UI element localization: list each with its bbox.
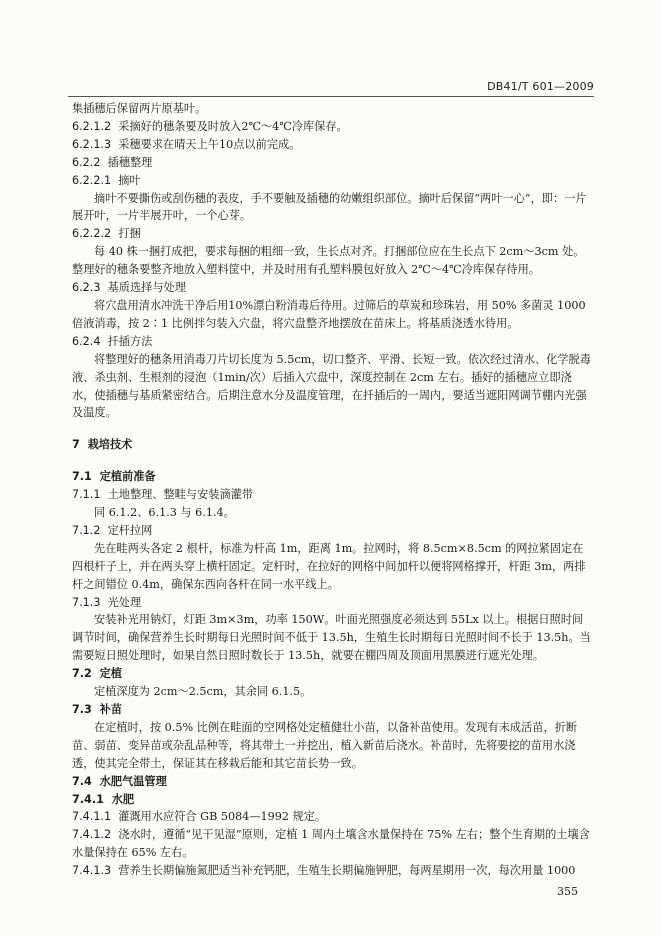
numbered-paragraph (72, 826, 594, 862)
page-number: 355 (557, 885, 578, 898)
paragraph (72, 351, 594, 423)
clause-number: 7.1.3 (72, 595, 101, 609)
clause-number: 7.1 (72, 470, 92, 484)
standard-code: DB41/T 601—2009 (487, 80, 594, 93)
clause-number: 6.2.2 (72, 155, 101, 169)
section-heading (72, 791, 594, 809)
clause-line (72, 594, 594, 612)
clause-text: 水肥气温管理 (99, 774, 167, 788)
clause-number: 7.4.1 (72, 792, 104, 806)
clause-number: 7.1.2 (72, 523, 101, 537)
clause-text: 土地整理、整畦与安装滴灌带 (107, 488, 254, 502)
clause-text: 插穗整理 (107, 155, 153, 169)
section-heading (72, 665, 594, 683)
clause-line (72, 279, 594, 297)
clause-number: 6.2.1.2 (72, 119, 112, 133)
clause-text: 同 6.1.2、6.1.3 与 6.1.4。 (94, 506, 235, 520)
clause-number: 6.2.3 (72, 281, 101, 295)
clause-number: 6.2.4 (72, 334, 101, 348)
clause-text: 将整理好的穗条用消毒刀片切长度为 5.5cm，切口整齐、平滑、长短一致。依次经过清水、化学脱毒液、杀虫剂、生根剂的浸泡（1min/次）后插入穴盘中，深度控制在 2cm 左右。插好的插穗应立即浇水，使插穗与基质紧密结合。后期注意水分及温度管理，在扦插后的一周内，要适当遮阳网调节棚内光强及温度。 (72, 352, 591, 420)
clause-text: 摘叶不要撕伤或刮伤穗的表皮，手不要触及插穗的幼嫩组织部位。摘叶后保留“两叶一心”，即：一片展开叶，一片半展开叶，一个心芽。 (72, 191, 587, 223)
clause-number: 7.4.1.2 (72, 828, 112, 842)
clause-text: 水肥 (111, 792, 135, 806)
clause-text: 安装补光用钠灯，灯距 3m×3m，功率 150W。叶面光照强度必须达到 55Lx 以上。根据日照时间调节时间，确保营养生长时期每日光照时间不低于 13.5h，生殖生长时期每日光照时间不长于 13.5h。当需要短日照处理时，如果自然日照时数长于 13.5h，就要在棚四周及顶面用黑膜进行遮光处理。 (72, 613, 591, 663)
section-heading (72, 436, 594, 454)
paragraph (72, 611, 594, 665)
clause-text: 光处理 (107, 595, 142, 609)
clause-line (72, 808, 594, 826)
clause-text: 补苗 (99, 703, 123, 716)
clause-line (72, 486, 594, 504)
clause-line (72, 333, 594, 351)
clause-text: 栽培技术 (87, 438, 133, 452)
spacer (72, 422, 594, 436)
clause-text: 营养生长期偏施氮肥适当补充钙肥，生殖生长期偏施钾肥，每两星期用一次，每次用量 1000 (118, 864, 576, 878)
paragraph (72, 683, 594, 701)
clause-text: 摘叶 (118, 173, 141, 187)
clause-text: 定植 (99, 667, 123, 681)
paragraph (72, 504, 594, 522)
clause-text: 采穗要求在晴天上午10点以前完成。 (118, 137, 301, 151)
clause-number: 7.1.1 (72, 488, 101, 502)
clause-line (72, 100, 594, 118)
paragraph (72, 540, 594, 594)
clause-text: 灌溉用水应符合 GB 5084—1992 规定。 (118, 810, 327, 824)
header-rule (68, 96, 594, 97)
paragraph (72, 297, 594, 333)
section-heading (72, 701, 594, 719)
clause-text: 定植前准备 (99, 470, 156, 484)
clause-line (72, 154, 594, 172)
clause-text: 打捆 (118, 227, 141, 241)
clause-number: 7.4.1.1 (72, 810, 112, 824)
clause-number: 7.4 (72, 774, 92, 788)
clause-text: 将穴盘用清水冲洗干净后用10%漂白粉消毒后待用。过筛后的草炭和珍珠岩，用 50% 多菌灵 1000 倍液消毒，按 2∶1 比例拌匀装入穴盘，将穴盘整齐地摆放在苗床上。将基质浇透水待用。 (72, 298, 586, 330)
clause-number: 7.3 (72, 703, 92, 716)
clause-text: 定杆拉网 (107, 523, 153, 537)
clause-line (72, 172, 594, 190)
paragraph (72, 719, 594, 773)
clause-text: 在定植时，按 0.5% 比例在畦面的空网格处定植健壮小苗，以备补苗使用。发现有未成活苗，折断苗、弱苗、变异苗或杂乱品种等，将其带土一并挖出，植入新苗后浇水。补苗时，先将要挖的苗用水浇透，使其完全带土，保证其在移栽后能和其它苗长势一致。 (72, 720, 578, 770)
paragraph (72, 190, 594, 226)
clause-line (72, 522, 594, 540)
clause-text: 基质选择与处理 (107, 281, 186, 295)
clause-number: 7 (72, 438, 80, 452)
paragraph (72, 243, 594, 279)
clause-number: 6.2.1.3 (72, 137, 112, 151)
spacer (72, 454, 594, 468)
clause-text: 扦插方法 (107, 334, 153, 348)
clause-line (72, 118, 594, 136)
clause-line (72, 136, 594, 154)
clause-line (72, 862, 594, 880)
clause-text: 浇水时，遵循“见干见湿”原则，定植 1 周内土壤含水量保持在 75% 左右；整个生育期的土壤含水量保持在 65% 左右。 (72, 828, 590, 860)
section-heading (72, 773, 594, 791)
clause-text: 集插穗后保留两片原基叶。 (72, 102, 207, 115)
clause-line (72, 225, 594, 243)
clause-number: 7.4.1.3 (72, 864, 112, 878)
document-body (72, 100, 594, 880)
clause-number: 6.2.2.2 (72, 227, 112, 241)
clause-number: 7.2 (72, 667, 92, 681)
clause-text: 采摘好的穗条要及时放入2℃～4℃冷库保存。 (118, 119, 348, 133)
clause-number: 6.2.2.1 (72, 173, 112, 187)
clause-text: 每 40 株一捆打成把，要求每捆的粗细一致，生长点对齐。打捆部位应在生长点下 2cm～3cm 处。整理好的穗条要整齐地放入塑料筐中，并及时用有孔塑料膜包好放入 2℃～4℃冷库保存待用。 (72, 245, 585, 277)
clause-text: 先在畦两头各定 2 根杆，标准为杆高 1m，距离 1m。拉网时，将 8.5cm×8.5cm 的网拉紧固定在四根杆子上，并在两头穿上横杆固定。定杆时，在拉好的网格中间加杆以便将网格撑开，杆距 3m，两排杆之间错位 0.4m，确保东西向各杆在同一水平线上。 (72, 541, 586, 591)
section-heading (72, 468, 594, 486)
clause-text: 定植深度为 2cm～2.5cm，其余同 6.1.5。 (94, 685, 312, 699)
